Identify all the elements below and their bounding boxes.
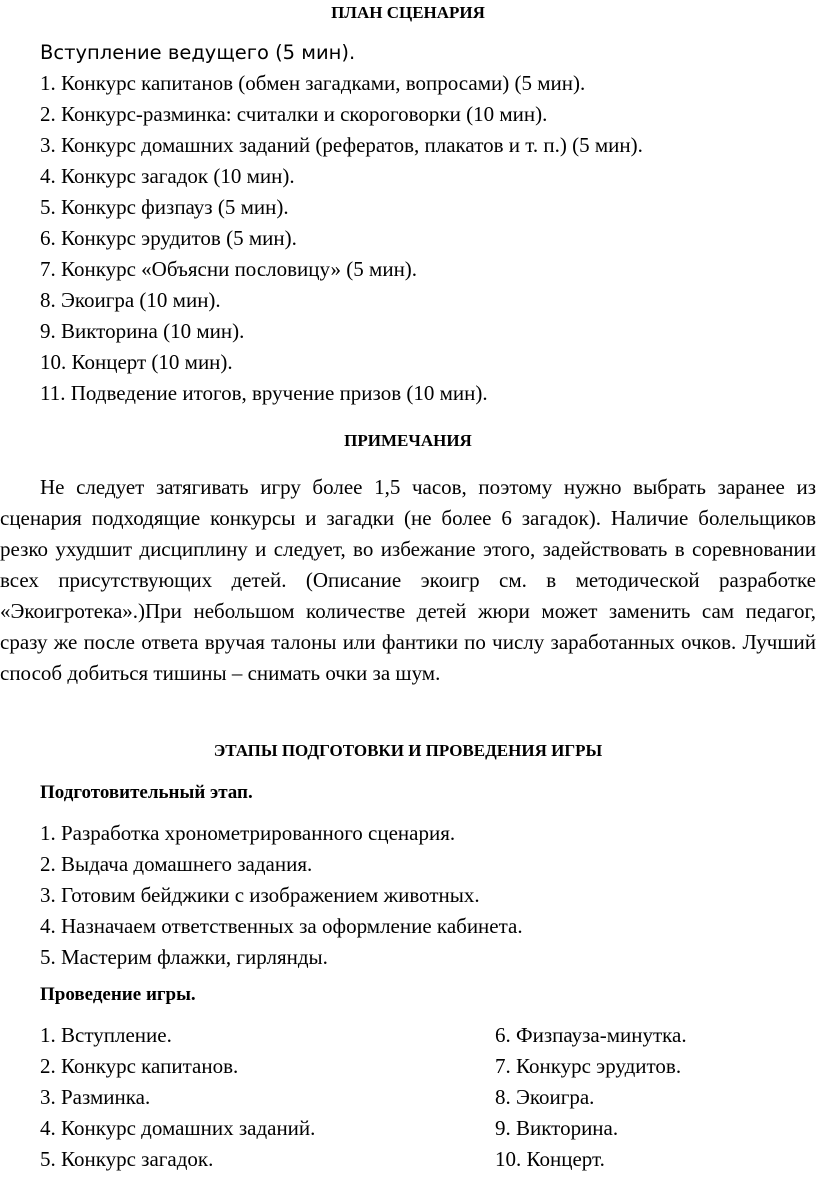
plan-item: 7. Конкурс «Объясни пословицу» (5 мин). [40,257,418,281]
stages-heading: ЭТАПЫ ПОДГОТОВКИ И ПРОВЕДЕНИЯ ИГРЫ [213,741,603,760]
plan-item: 6. Конкурс эрудитов (5 мин). [40,226,297,250]
preparation-heading: Подготовительный этап. [40,782,253,803]
preparation-item: 5. Мастерим флажки, гирлянды. [40,945,328,969]
conduct-item: 8. Экоигра. [495,1085,595,1109]
plan-heading: ПЛАН СЦЕНАРИЯ [331,3,485,22]
plan-item: 5. Конкурс физпауз (5 мин). [40,195,289,219]
preparation-item: 4. Назначаем ответственных за оформление кабинета. [40,914,523,938]
conduct-item: 2. Конкурс капитанов. [40,1054,239,1078]
preparation-item: 1. Разработка хронометрированного сценария. [40,821,456,845]
conduct-heading: Проведение игры. [40,984,196,1005]
plan-list [40,37,643,409]
preparation-item: 3. Готовим бейджики с изображением животных. [40,883,480,907]
conduct-item: 10. Концерт. [495,1147,605,1171]
plan-item: 11. Подведение итогов, вручение призов (10 мин). [40,381,488,405]
conduct-item: 1. Вступление. [40,1023,172,1047]
plan-item: 8. Экоигра (10 мин). [40,288,221,312]
conduct-item: 6. Физпауза-минутка. [495,1023,687,1047]
preparation-list [40,818,523,973]
conduct-list-left [40,1020,315,1175]
conduct-item: 3. Разминка. [40,1085,151,1109]
notes-paragraph: Не следует затягивать игру более 1,5 часов, поэтому нужно выбрать заранее из сценария подходящие конкурсы и загадки (не более 6 загадок). Наличие болельщиков резко ухудшит дисциплину и следует, во избежание этого, задействовать в соревновании всех присутствующих детей. (Описание экоигр см. в методической разработке «Экоигротека».)При небольшом количестве детей жюри может заменить сам педагог, сразу же после ответа вручая талоны или фантики по числу заработанных очков. Лучший способ добиться тишины – снимать очки за шум. [0,475,816,685]
plan-item: 3. Конкурс домашних заданий (рефератов, плакатов и т. п.) (5 мин). [40,133,643,157]
notes-heading: ПРИМЕЧАНИЯ [344,431,472,450]
conduct-item: 4. Конкурс домашних заданий. [40,1116,316,1140]
conduct-item: 7. Конкурс эрудитов. [495,1054,682,1078]
plan-item: Вступление ведущего (5 мин). [40,41,356,64]
plan-item: 2. Конкурс-разминка: считалки и скороговорки (10 мин). [40,102,548,126]
plan-item: 9. Викторина (10 мин). [40,319,245,343]
conduct-item: 5. Конкурс загадок. [40,1147,214,1171]
conduct-item: 9. Викторина. [495,1116,619,1140]
plan-item: 10. Концерт (10 мин). [40,350,233,374]
conduct-list-right [495,1020,687,1175]
plan-item: 4. Конкурс загадок (10 мин). [40,164,295,188]
plan-item: 1. Конкурс капитанов (обмен загадками, вопросами) (5 мин). [40,71,586,95]
preparation-item: 2. Выдача домашнего задания. [40,852,313,876]
